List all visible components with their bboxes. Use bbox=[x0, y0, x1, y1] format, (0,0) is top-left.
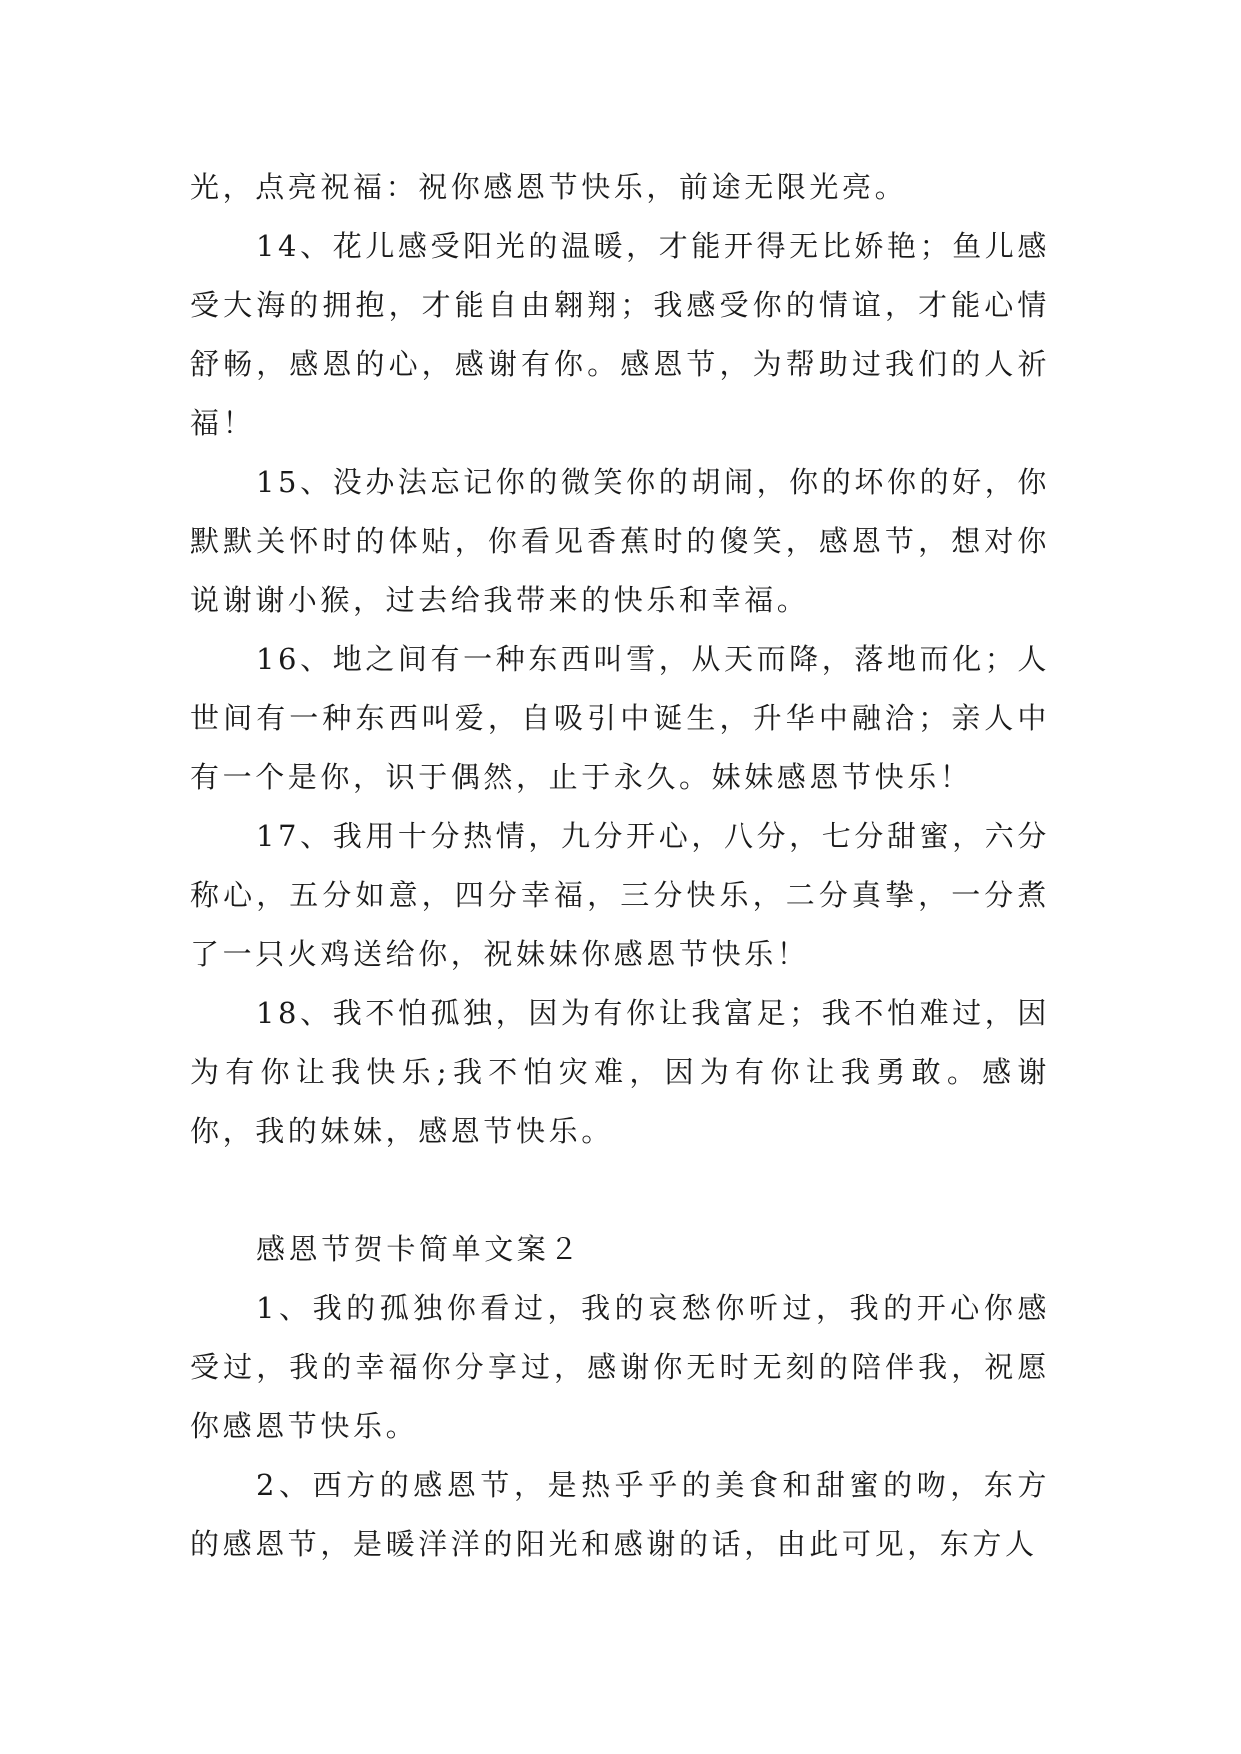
list-item-16: 16、地之间有一种东西叫雪，从天而降，落地而化；人世间有一种东西叫爱，自吸引中诞生，升华中融洽；亲人中有一个是你，识于偶然，止于永久。妹妹感恩节快乐！ bbox=[190, 642, 1050, 794]
list-item-14: 14、花儿感受阳光的温暖，才能开得无比娇艳；鱼儿感受大海的拥抱，才能自由翱翔；我感受你的情谊，才能心情舒畅，感恩的心，感谢有你。感恩节，为帮助过我们的人祈福！ bbox=[190, 229, 1050, 440]
document-body bbox=[190, 158, 1050, 1574]
list-item-18: 18、我不怕孤独，因为有你让我富足；我不怕难过，因为有你让我快乐;我不怕灾难，因为有你让我勇敢。感谢你，我的妹妹，感恩节快乐。 bbox=[190, 996, 1050, 1148]
continuation-paragraph: 光，点亮祝福：祝你感恩节快乐，前途无限光亮。 bbox=[190, 170, 908, 204]
list-item-17: 17、我用十分热情，九分开心，八分，七分甜蜜，六分称心，五分如意，四分幸福，三分快乐，二分真挚，一分煮了一只火鸡送给你，祝妹妹你感恩节快乐！ bbox=[190, 819, 1050, 971]
list-item-2: 2、西方的感恩节，是热乎乎的美食和甜蜜的吻，东方的感恩节，是暖洋洋的阳光和感谢的话，由此可见，东方人 bbox=[190, 1468, 1050, 1561]
section-heading: 感恩节贺卡简单文案２ bbox=[256, 1232, 583, 1266]
list-item-1: 1、我的孤独你看过，我的哀愁你听过，我的开心你感受过，我的幸福你分享过，感谢你无时无刻的陪伴我，祝愿你感恩节快乐。 bbox=[190, 1291, 1050, 1443]
list-item-15: 15、没办法忘记你的微笑你的胡闹，你的坏你的好，你默默关怀时的体贴，你看见香蕉时的傻笑，感恩节，想对你说谢谢小猴，过去给我带来的快乐和幸福。 bbox=[190, 465, 1050, 617]
